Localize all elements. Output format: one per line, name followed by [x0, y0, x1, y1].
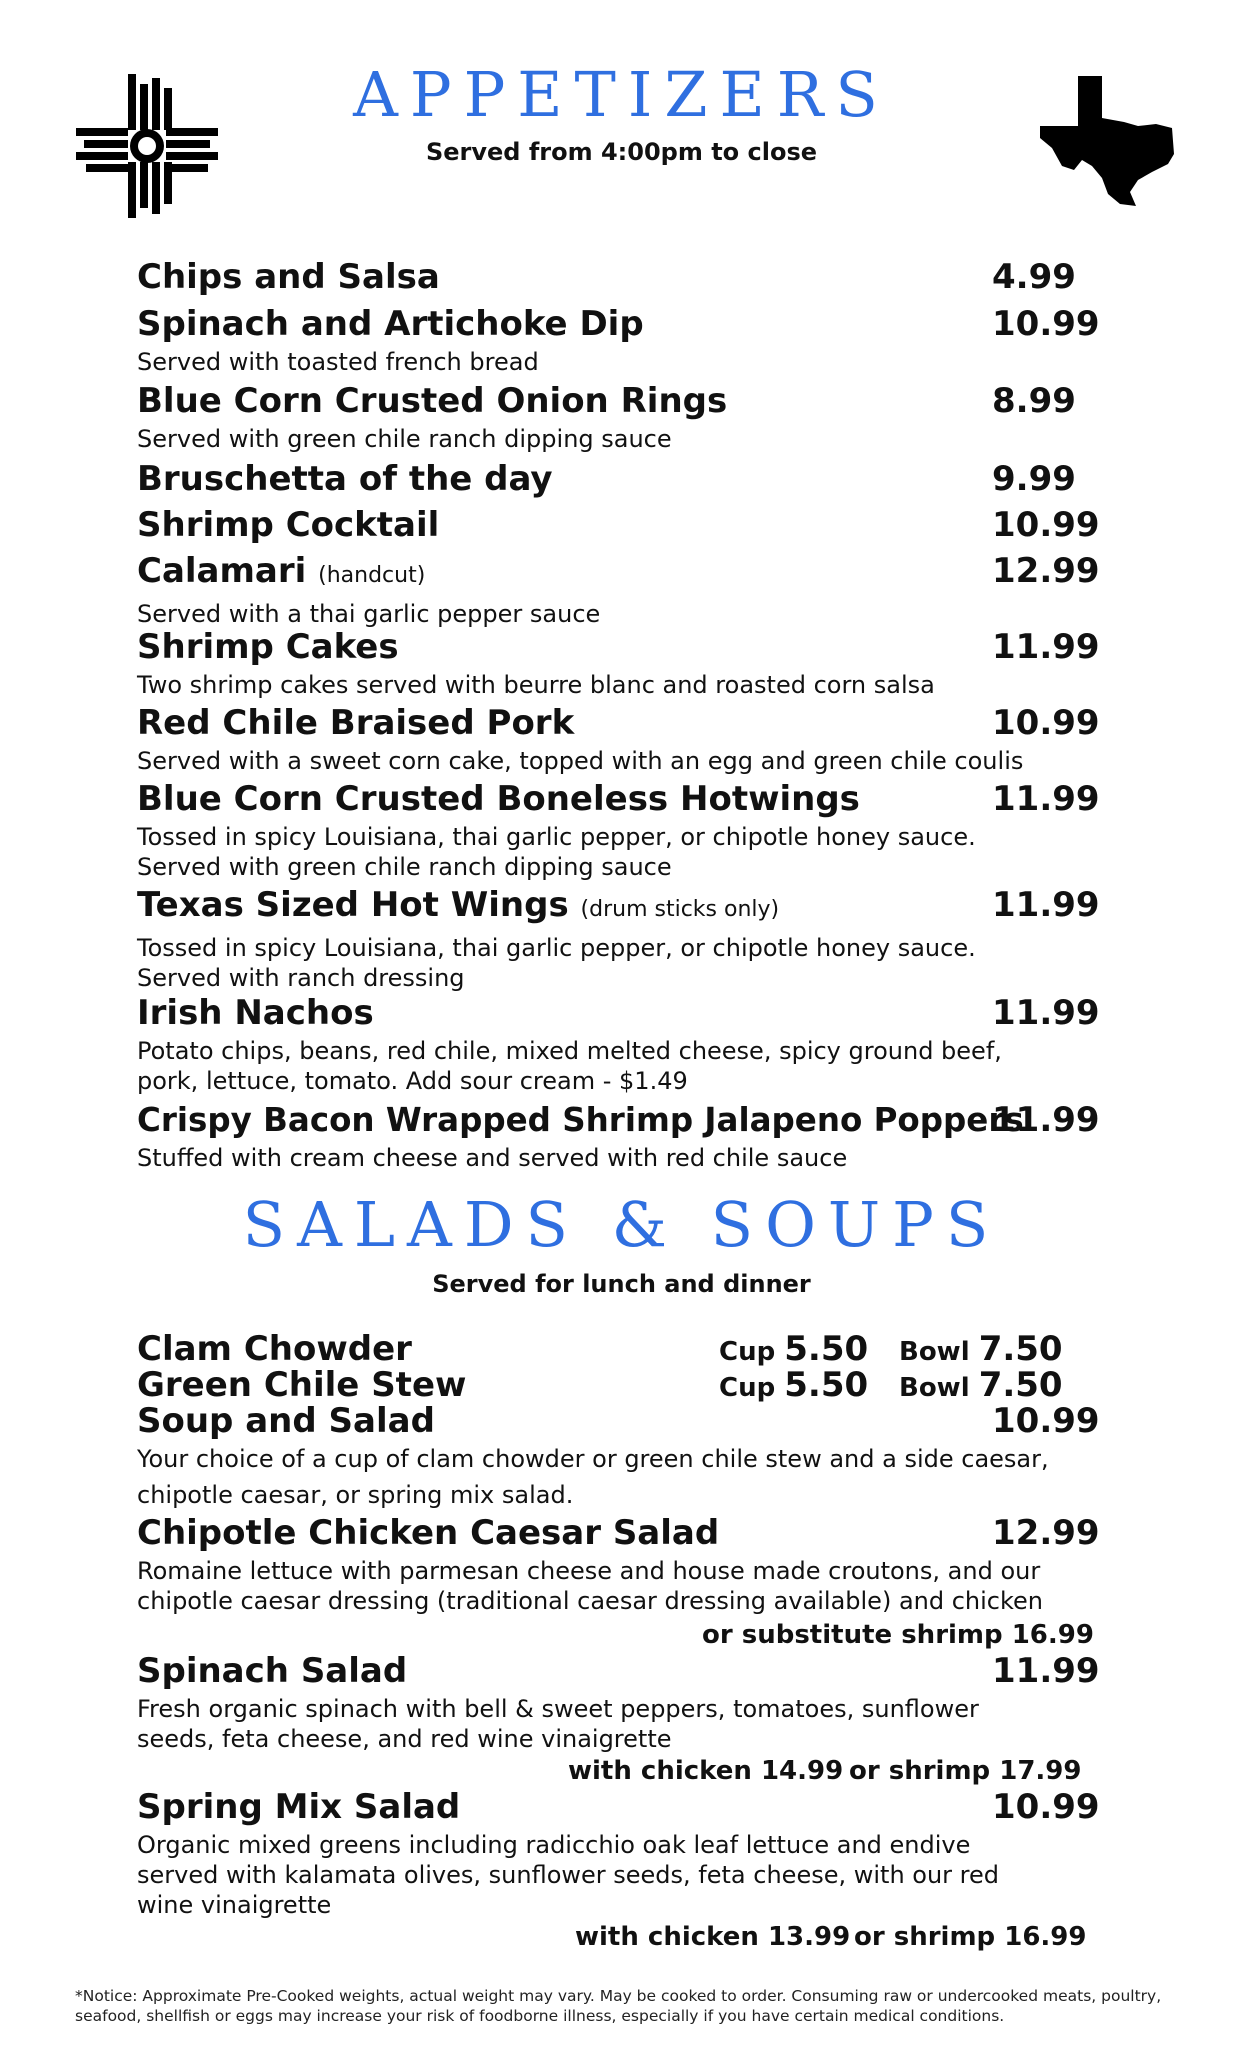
- item-price: 11.99: [992, 779, 1100, 819]
- item-name: Chips and Salsa: [137, 257, 440, 297]
- item-description-line2: Served with green chile ranch dipping sauce: [137, 853, 672, 881]
- item-price: 10.99: [992, 505, 1100, 545]
- extra-price: 13.99: [767, 1922, 851, 1952]
- item-description: Organic mixed greens including radicchio oak leaf lettuce and endive: [137, 1831, 971, 1859]
- item-name: Chipotle Chicken Caesar Salad: [137, 1513, 720, 1553]
- menu-item: [137, 548, 1100, 629]
- menu-item: [137, 990, 1100, 1096]
- extra2-label: or shrimp: [849, 1756, 991, 1786]
- item-price: 9.99: [992, 459, 1076, 499]
- extra-label: with chicken: [575, 1922, 759, 1952]
- extra-price: 16.99: [1011, 1620, 1094, 1650]
- item-description: Tossed in spicy Louisiana, thai garlic pepper, or chipotle honey sauce.: [137, 934, 976, 962]
- item-description: Served with toasted french bread: [137, 348, 539, 376]
- item-price: 10.99: [992, 1401, 1100, 1441]
- item-description: Your choice of a cup of clam chowder or green chile stew and a side caesar,: [137, 1445, 1049, 1473]
- menu-item: [137, 882, 1100, 993]
- item-description-line2: seeds, feta cheese, and red wine vinaigrette: [137, 1725, 672, 1753]
- menu-item: [137, 1784, 1100, 1952]
- item-name: Texas Sized Hot Wings: [137, 885, 569, 925]
- menu-item: [137, 776, 1100, 882]
- cup-label: Cup: [719, 1337, 776, 1367]
- menu-item: [137, 1648, 1100, 1786]
- bowl-price: 7.50: [978, 1329, 1063, 1369]
- item-price: 8.99: [992, 381, 1076, 421]
- item-name: Blue Corn Crusted Boneless Hotwings: [137, 779, 860, 819]
- item-name: Blue Corn Crusted Onion Rings: [137, 381, 728, 421]
- appetizers-subtitle: Served from 4:00pm to close: [425, 138, 818, 166]
- menu-item: [137, 1097, 1100, 1173]
- item-description: Served with green chile ranch dipping sauce: [137, 425, 672, 453]
- cup-price: 5.50: [784, 1329, 869, 1369]
- extra-label: with chicken: [568, 1756, 752, 1786]
- item-name: Irish Nachos: [137, 993, 374, 1033]
- item-price: 4.99: [992, 257, 1076, 297]
- bowl-price: 7.50: [978, 1365, 1063, 1405]
- bowl-label: Bowl: [899, 1373, 970, 1403]
- bowl-label: Bowl: [899, 1337, 970, 1367]
- item-price: 11.99: [992, 1100, 1100, 1140]
- extra-label: or substitute shrimp: [702, 1620, 1003, 1650]
- item-description-line2: chipotle caesar, or spring mix salad.: [137, 1481, 574, 1509]
- item-description: Two shrimp cakes served with beurre blanc and roasted corn salsa: [137, 671, 935, 699]
- item-note: (handcut): [318, 563, 426, 588]
- item-name: Crispy Bacon Wrapped Shrimp Jalapeno Poppers: [137, 1101, 1024, 1139]
- extra2-label: or shrimp: [854, 1922, 996, 1952]
- cup-price: 5.50: [784, 1365, 869, 1405]
- item-description-line2: pork, lettuce, tomato. Add sour cream - $1.49: [137, 1067, 688, 1095]
- item-description-line3: wine vinaigrette: [137, 1891, 332, 1919]
- item-name: Soup and Salad: [137, 1401, 435, 1441]
- item-description: Stuffed with cream cheese and served with red chile sauce: [137, 1144, 848, 1172]
- menu-item: [137, 378, 1097, 454]
- item-name: Shrimp Cocktail: [137, 505, 440, 545]
- item-description: Romaine lettuce with parmesan cheese and house made croutons, and our: [137, 1557, 1041, 1585]
- extra2-price: 17.99: [999, 1756, 1082, 1786]
- item-price: 11.99: [992, 1651, 1100, 1691]
- allergy-notice: *Notice: Approximate Pre-Cooked weights, actual weight may vary. May be cooked to order. Consuming raw or undercooked meats, poultry, seafood, shellfish or eggs may increase your risk of foodborne illness, especially if you have certain medical conditions.: [75, 1987, 1162, 2025]
- item-description-line2: chipotle caesar dressing (traditional caesar dressing available) and chicken: [137, 1587, 1044, 1615]
- menu-item: [137, 700, 1100, 776]
- menu-item: [137, 1510, 1100, 1650]
- extra2-price: 16.99: [1004, 1922, 1087, 1952]
- item-description: Fresh organic spinach with bell & sweet peppers, tomatoes, sunflower: [137, 1695, 979, 1723]
- item-name: Green Chile Stew: [137, 1365, 467, 1405]
- item-name: Spinach Salad: [137, 1651, 408, 1691]
- salads-soups-subtitle: Served for lunch and dinner: [432, 1270, 811, 1298]
- item-price: 10.99: [992, 703, 1100, 743]
- menu-item: [137, 624, 1100, 700]
- item-note: (drum sticks only): [580, 897, 780, 922]
- item-name: Red Chile Braised Pork: [137, 703, 575, 743]
- item-name: Calamari: [137, 551, 307, 591]
- item-name: Spring Mix Salad: [137, 1787, 461, 1827]
- item-name: Shrimp Cakes: [137, 627, 399, 667]
- item-description: Potato chips, beans, red chile, mixed melted cheese, spicy ground beef,: [137, 1037, 1002, 1065]
- item-price: 12.99: [992, 1513, 1100, 1553]
- item-description-line2: served with kalamata olives, sunflower seeds, feta cheese, with our red: [137, 1861, 1000, 1889]
- item-price: 10.99: [992, 304, 1100, 344]
- menu-item: [137, 456, 1097, 502]
- item-name: Clam Chowder: [137, 1329, 412, 1369]
- menu-item: [137, 502, 1100, 548]
- item-description: Tossed in spicy Louisiana, thai garlic pepper, or chipotle honey sauce.: [137, 823, 976, 851]
- extra-price: 14.99: [760, 1756, 844, 1786]
- menu-item: [137, 1398, 1100, 1510]
- appetizers-heading: APPETIZERS: [353, 58, 890, 131]
- item-name: Spinach and Artichoke Dip: [137, 304, 644, 344]
- item-description: Served with a sweet corn cake, topped with an egg and green chile coulis: [137, 747, 1024, 775]
- menu-item: [137, 254, 1097, 300]
- salads-soups-heading: SALADS & SOUPS: [242, 1188, 1001, 1261]
- item-price: 10.99: [992, 1787, 1100, 1827]
- cup-label: Cup: [719, 1373, 776, 1403]
- item-name: Bruschetta of the day: [137, 459, 553, 499]
- item-description: Served with a thai garlic pepper sauce: [137, 600, 601, 628]
- item-price: 11.99: [992, 885, 1100, 925]
- item-price: 11.99: [992, 627, 1100, 667]
- item-price: 12.99: [992, 551, 1100, 591]
- menu-item: [137, 301, 1100, 377]
- item-description-line2: Served with ranch dressing: [137, 964, 465, 992]
- item-price: 11.99: [992, 993, 1100, 1033]
